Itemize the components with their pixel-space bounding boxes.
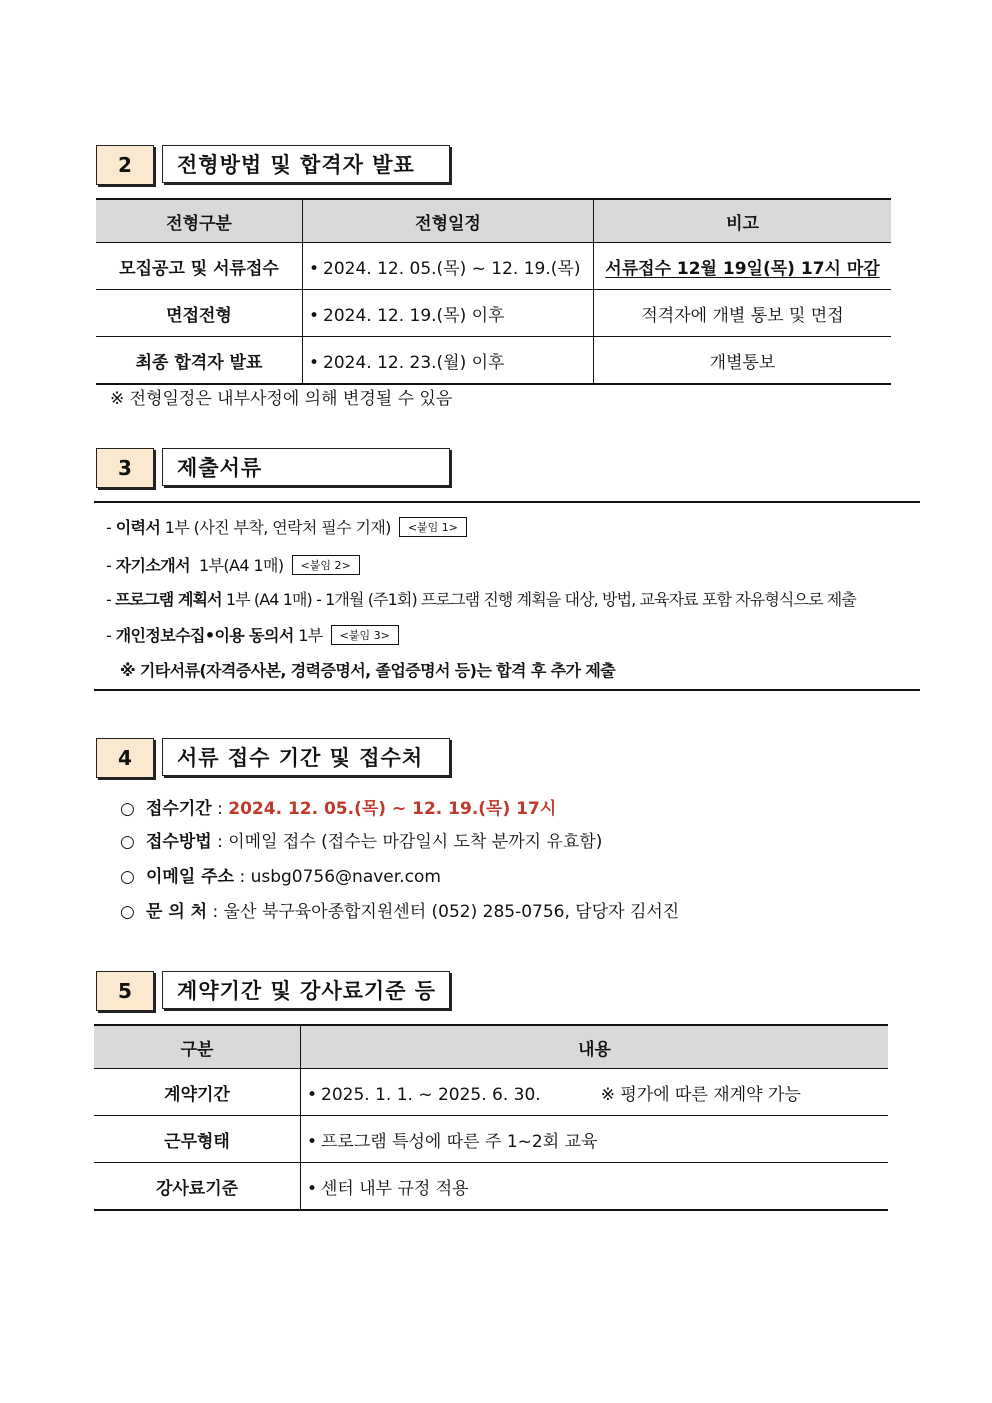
attachment-tag: <붙임 1> — [399, 517, 467, 537]
section-number: 3 — [96, 448, 154, 488]
cell-schedule: • 2024. 12. 05.(목) ~ 12. 19.(목) — [303, 243, 594, 290]
deadline-value: 2024. 12. 05.(목) ~ 12. 19.(목) 17시 — [228, 799, 557, 819]
section-title: 계약기간 및 강사료기준 등 — [162, 971, 450, 1009]
cell-type: 모집공고 및 서류접수 — [96, 243, 303, 290]
info-line: ○ 접수방법 : 이메일 접수 (접수는 마감일시 도착 분까지 유효함) — [120, 832, 603, 852]
attachment-tag: <붙임 2> — [292, 555, 360, 575]
table-row — [94, 1069, 888, 1116]
cell-type: 계약기간 — [94, 1069, 301, 1116]
table-row — [94, 1163, 888, 1211]
cell-note: 개별통보 — [594, 337, 892, 385]
cell-type: 강사료기준 — [94, 1163, 301, 1211]
column-header: 구분 — [94, 1025, 301, 1069]
email-address: usbg0756@naver.com — [250, 867, 441, 887]
documents-box — [94, 501, 920, 691]
table-row — [96, 337, 891, 385]
cell-content: • 2025. 1. 1. ~ 2025. 6. 30. ※ 평가에 따른 재계약 가능 — [301, 1069, 889, 1116]
document-item: - 자기소개서 1부(A4 1매) <붙임 2> — [106, 553, 360, 576]
info-line: ○ 문 의 처 : 울산 북구육아종합지원센터 (052) 285-0756, 담당자 김서진 — [120, 902, 680, 922]
selection-schedule-table — [96, 198, 891, 385]
cell-note: 서류접수 12월 19일(목) 17시 마감 — [594, 243, 892, 290]
section-number: 2 — [96, 145, 154, 185]
cell-content: • 프로그램 특성에 따른 주 1~2회 교육 — [301, 1116, 889, 1163]
section-number: 5 — [96, 971, 154, 1011]
cell-note: 적격자에 개별 통보 및 면접 — [594, 290, 892, 337]
cell-content: • 센터 내부 규정 적용 — [301, 1163, 889, 1211]
column-header: 전형구분 — [96, 199, 303, 243]
column-header: 전형일정 — [303, 199, 594, 243]
cell-schedule: • 2024. 12. 19.(목) 이후 — [303, 290, 594, 337]
column-header: 내용 — [301, 1025, 889, 1069]
document-item: - 개인정보수집•이용 동의서 1부 <붙임 3> — [106, 623, 399, 646]
column-header: 비고 — [594, 199, 892, 243]
cell-type: 근무형태 — [94, 1116, 301, 1163]
cell-type: 최종 합격자 발표 — [96, 337, 303, 385]
info-line: ○ 접수기간 : 2024. 12. 05.(목) ~ 12. 19.(목) 17시 — [120, 799, 557, 819]
table-row — [96, 243, 891, 290]
documents-note: ※ 기타서류(자격증사본, 경력증명서, 졸업증명서 등)는 합격 후 추가 제출 — [120, 661, 616, 680]
cell-schedule: • 2024. 12. 23.(월) 이후 — [303, 337, 594, 385]
section-number: 4 — [96, 738, 154, 778]
section-title: 제출서류 — [162, 448, 450, 486]
schedule-footnote: ※ 전형일정은 내부사정에 의해 변경될 수 있음 — [110, 389, 453, 409]
info-line: ○ 이메일 주소 : usbg0756@naver.com — [120, 867, 441, 887]
contract-table — [94, 1024, 888, 1211]
attachment-tag: <붙임 3> — [331, 625, 399, 645]
table-row — [96, 290, 891, 337]
document-item: - 프로그램 계획서 1부 (A4 1매) - 1개월 (주1회) 프로그램 진행 계획을 대상, 방법, 교육자료 포함 자유형식으로 제출 — [106, 590, 856, 609]
cell-type: 면접전형 — [96, 290, 303, 337]
section-title: 전형방법 및 합격자 발표 — [162, 145, 450, 183]
document-item: - 이력서 1부 (사진 부착, 연락처 필수 기재) <붙임 1> — [106, 515, 467, 538]
table-row — [94, 1116, 888, 1163]
section-title: 서류 접수 기간 및 접수처 — [162, 738, 450, 776]
